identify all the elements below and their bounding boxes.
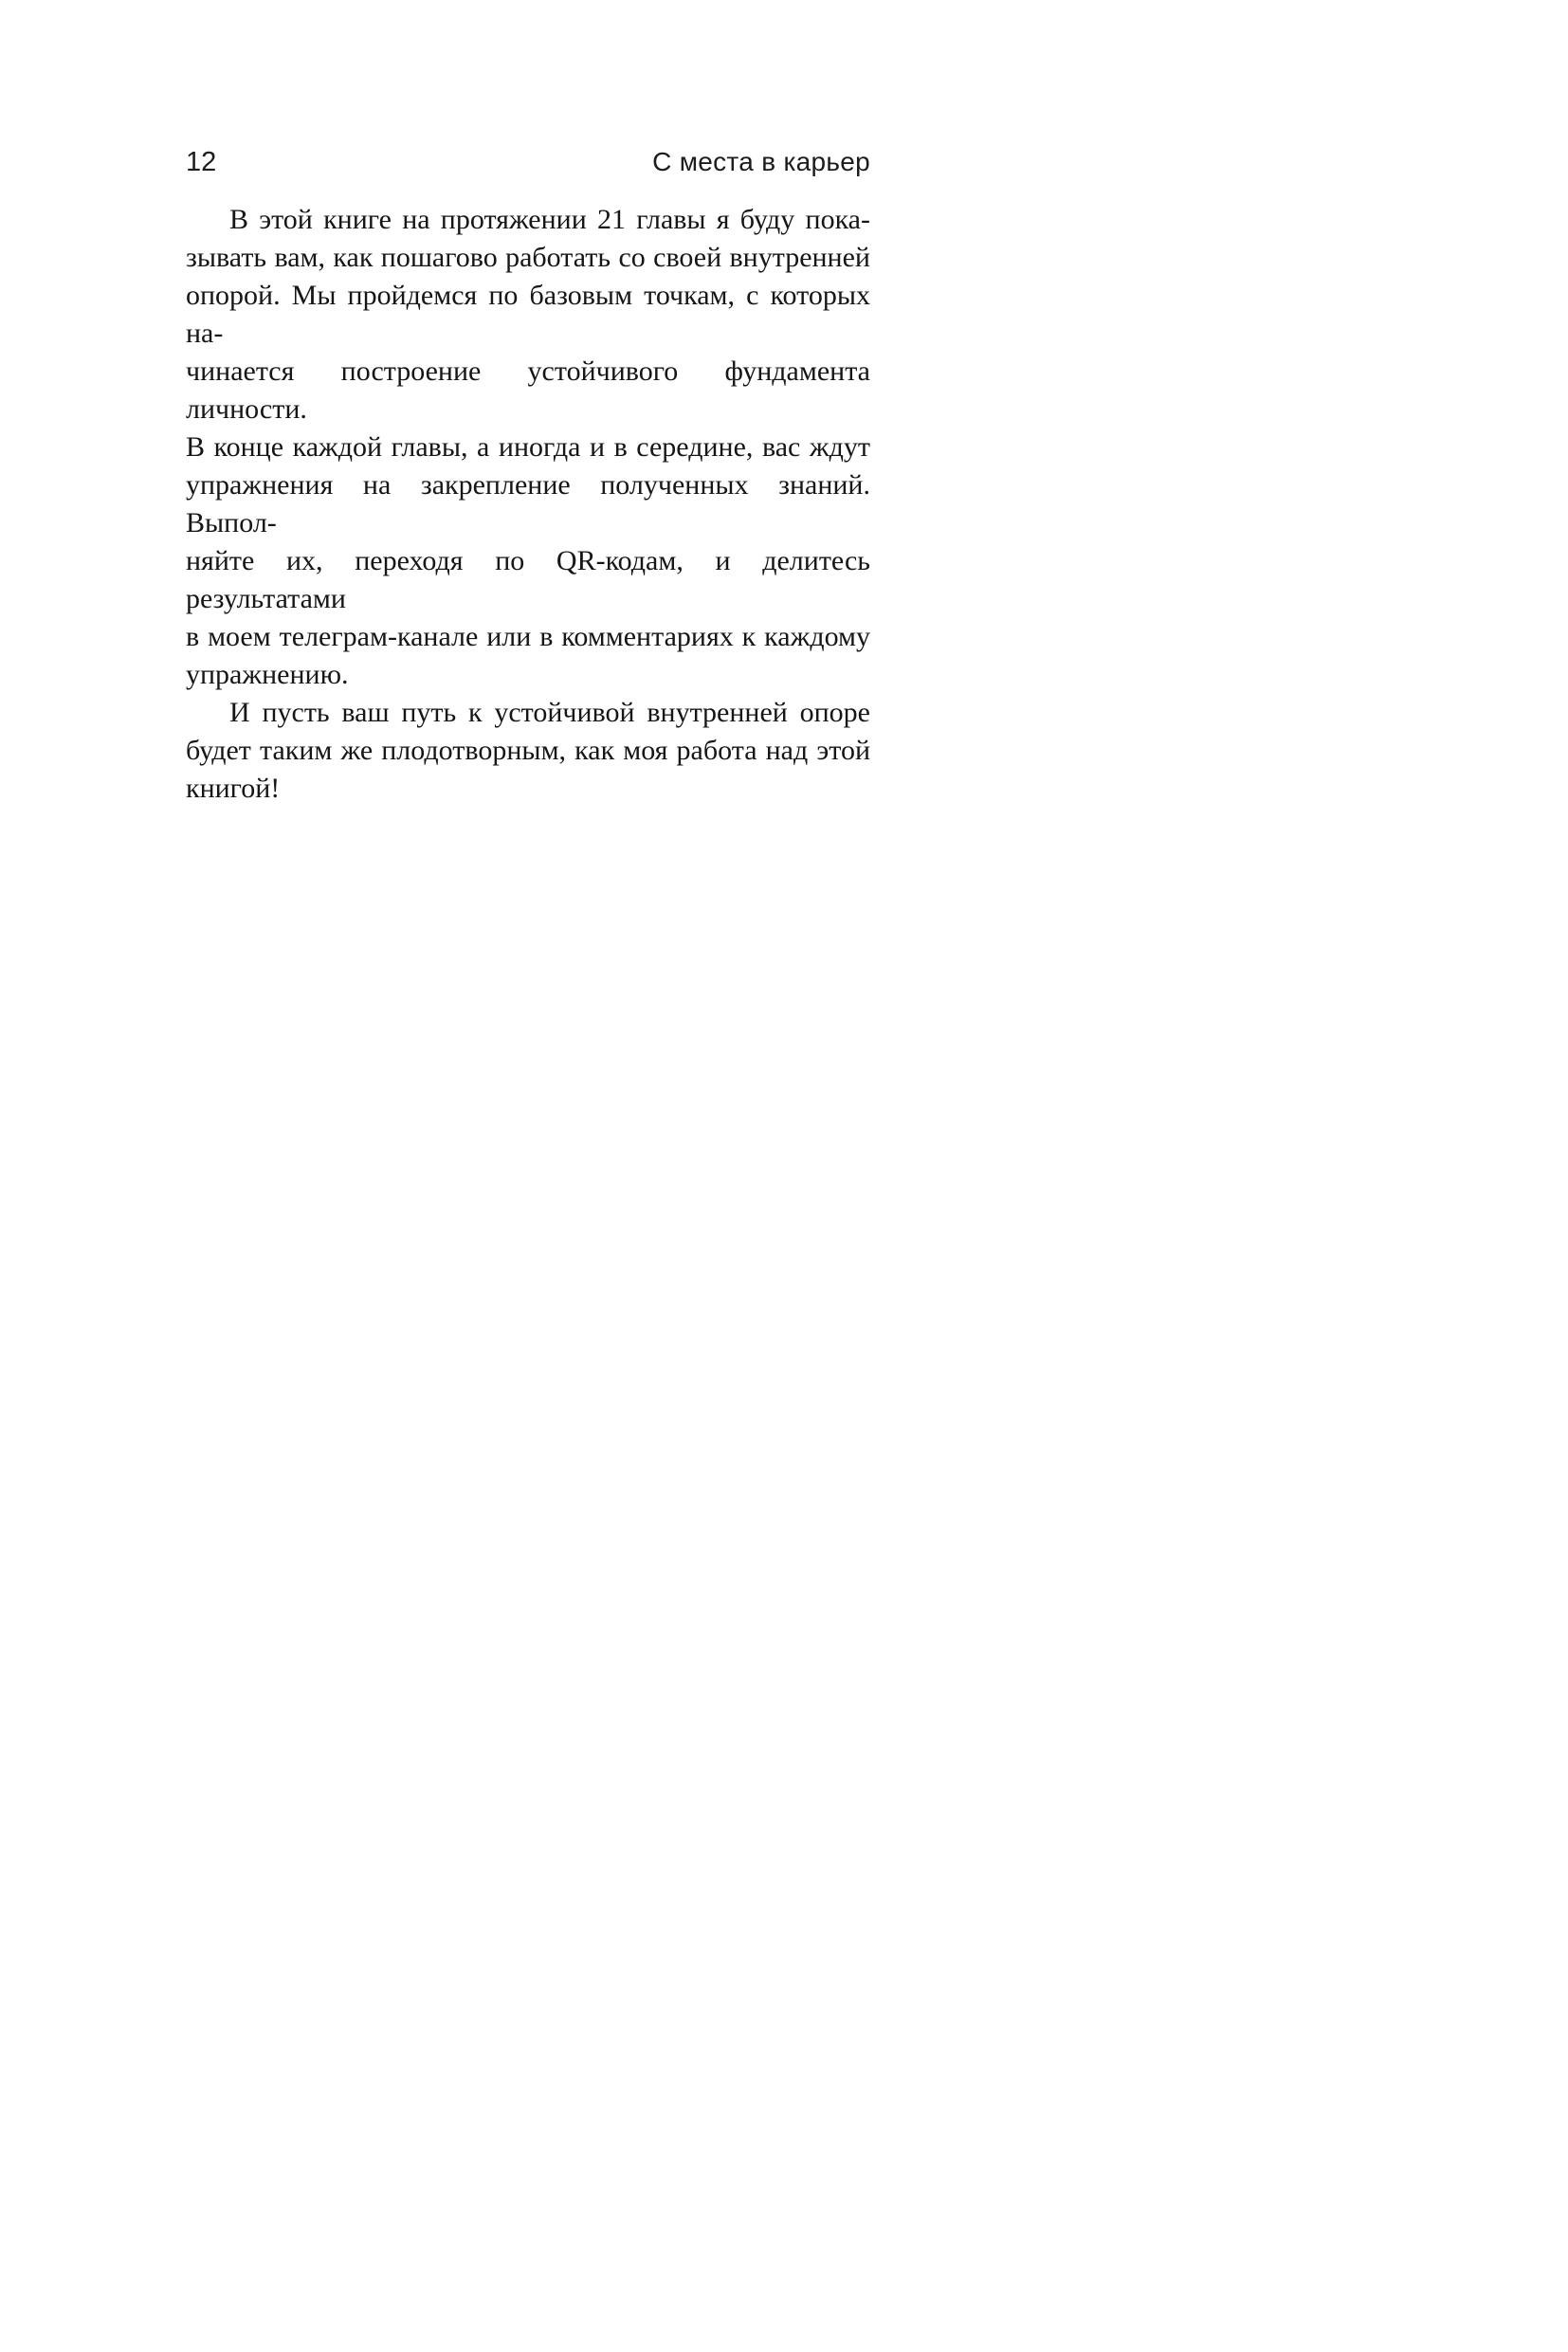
body-line: упражнения на закрепление полученных знаний. Выпол- [186,469,870,538]
page-number: 12 [186,147,217,177]
body-line: И пусть ваш путь к устойчивой внутренней опоре [229,697,870,728]
body-line: В конце каждой главы, а иногда и в середине, вас ждут [186,431,870,463]
body-line: чинается построение устойчивого фундамента личности. [186,356,870,425]
running-head [186,146,870,178]
body-line: зывать вам, как пошагово работать со своей внутренней [186,242,870,273]
body-line: няйте их, переходя по QR-кодам, и делитесь результатами [186,545,870,614]
running-title: С места в карьер [652,147,870,176]
text-block [186,146,870,808]
body-line: В этой книге на протяжении 21 главы я буду пока- [229,204,870,235]
body-line: будет таким же плодотворным, как моя работа над этой [186,735,870,766]
body-text [186,201,870,808]
body-line: книгой! [186,773,281,804]
body-line: опорой. Мы пройдемся по базовым точкам, с которых на- [186,280,870,349]
body-line: упражнению. [186,659,349,690]
body-line: в моем телеграм-канале или в комментариях к каждому [186,621,870,652]
